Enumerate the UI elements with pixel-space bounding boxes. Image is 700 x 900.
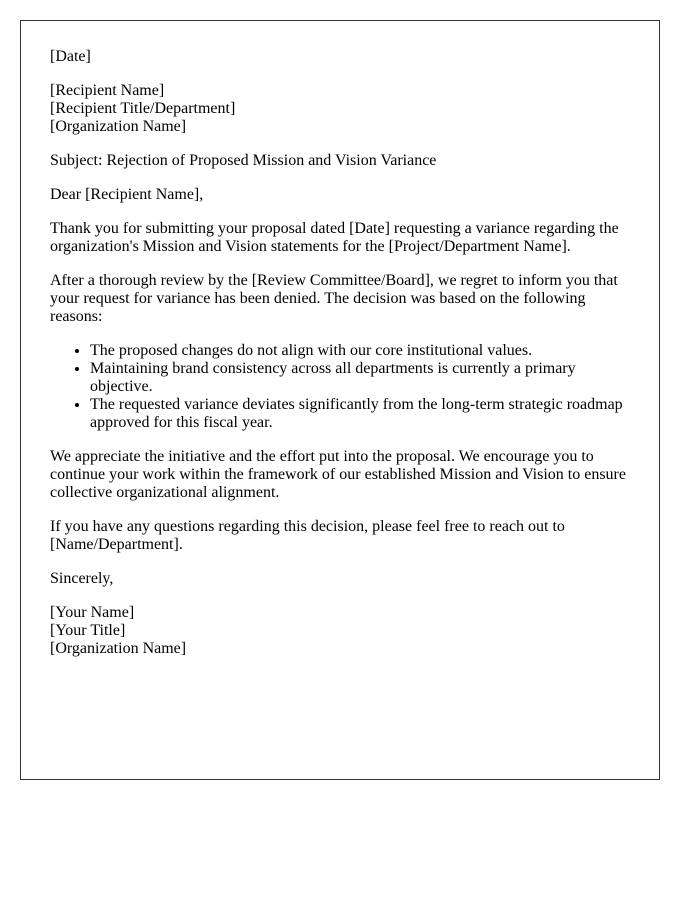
- letter-document: [20, 20, 660, 780]
- recipient-organization: [Organization Name]: [50, 118, 187, 135]
- recipient-title: [Recipient Title/Department]: [50, 100, 236, 117]
- recipient-name: [Recipient Name]: [50, 82, 165, 99]
- reason-item: • The proposed changes do not align with our core institutional values.: [90, 342, 630, 360]
- letter-salutation: Dear [Recipient Name],: [50, 186, 204, 203]
- sender-title: [Your Title]: [50, 622, 126, 639]
- letter-subject: Subject: Rejection of Proposed Mission and Vision Variance: [50, 152, 437, 169]
- recipient-block: [50, 82, 630, 136]
- reason-item: • The requested variance deviates significantly from the long-term strategic roadmap approved for this fiscal year.: [90, 396, 630, 432]
- letter-date: [Date]: [50, 48, 91, 65]
- sender-name: [Your Name]: [50, 604, 135, 621]
- body-paragraph-contact: If you have any questions regarding this decision, please feel free to reach out to [Name/Department].: [50, 518, 565, 553]
- body-paragraph-decision: After a thorough review by the [Review Committee/Board], we regret to inform you that your request for variance has been denied. The decision was based on the following reasons:: [50, 272, 618, 325]
- reasons-list: [50, 342, 630, 432]
- body-paragraph-intro: Thank you for submitting your proposal dated [Date] requesting a variance regarding the organization's Mission and Vision statements for the [Project/Department Name].: [50, 220, 619, 255]
- letter-signoff: Sincerely,: [50, 570, 114, 587]
- reason-item: • Maintaining brand consistency across all departments is currently a primary objective.: [90, 360, 630, 396]
- sender-organization: [Organization Name]: [50, 640, 187, 657]
- sender-block: [50, 604, 630, 658]
- body-paragraph-appreciation: We appreciate the initiative and the effort put into the proposal. We encourage you to continue your work within the framework of our established Mission and Vision to ensure collective organizational alignment.: [50, 448, 626, 501]
